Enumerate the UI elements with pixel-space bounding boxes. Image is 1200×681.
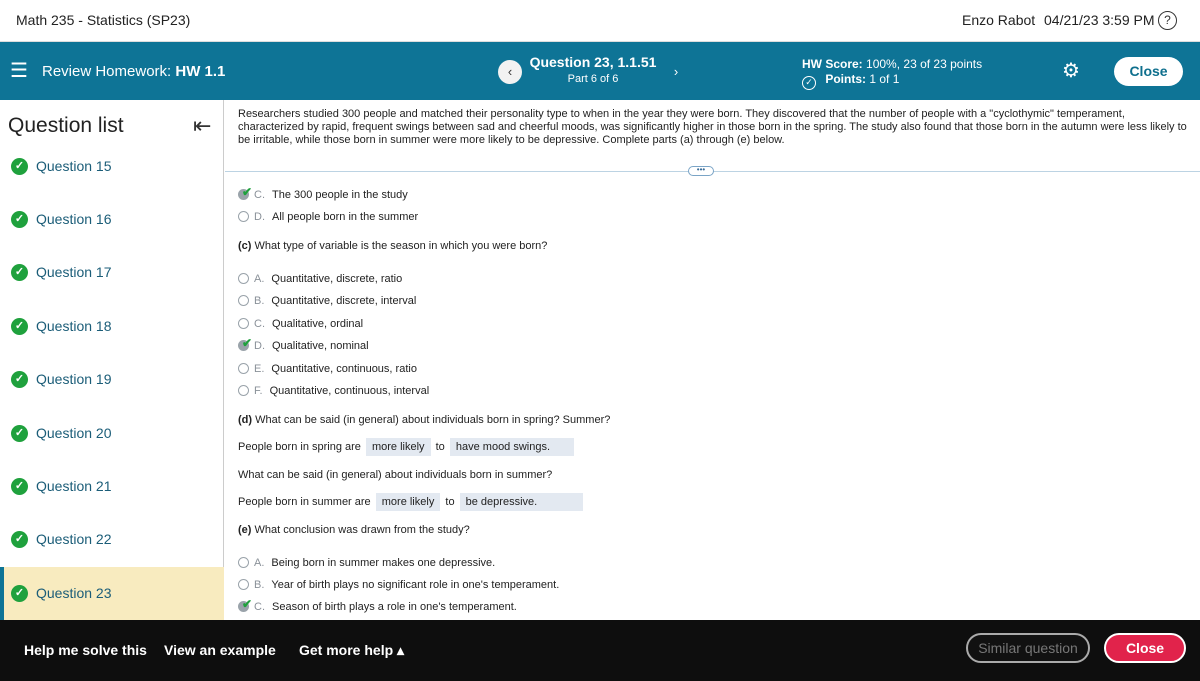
- next-question-button[interactable]: ›: [673, 64, 679, 79]
- question-item-label: Question 17: [36, 264, 112, 280]
- datetime: 04/21/23 3:59 PM: [1044, 12, 1155, 28]
- help-me-solve-button[interactable]: Help me solve this: [24, 642, 147, 658]
- previous-question-button[interactable]: ‹: [498, 60, 522, 84]
- question-item[interactable]: [0, 460, 224, 513]
- similar-question-button[interactable]: Similar question: [966, 633, 1090, 663]
- radio: [238, 318, 249, 329]
- course-title: Math 235 - Statistics (SP23): [16, 12, 191, 28]
- question-item[interactable]: [0, 353, 224, 406]
- points: [802, 72, 899, 90]
- question-item[interactable]: [0, 246, 224, 299]
- hw-score-label: HW Score:: [802, 57, 863, 71]
- close-button-bottom[interactable]: Close: [1104, 633, 1186, 663]
- correct-check-icon: ✔: [242, 336, 253, 350]
- spring-answer-sentence: People born in spring are more likely to have mood swings.: [238, 438, 576, 456]
- get-more-help-button[interactable]: Get more help ▴: [299, 642, 405, 658]
- collapse-sidebar-icon[interactable]: ⇤: [193, 113, 212, 138]
- view-example-button[interactable]: View an example: [164, 642, 276, 658]
- radio-selected: [238, 185, 253, 200]
- radio: [238, 211, 249, 222]
- checkmark-icon: ✓: [11, 211, 28, 228]
- question-header: [0, 42, 1200, 100]
- hw-score: [802, 57, 982, 71]
- checkmark-icon: ✓: [11, 264, 28, 281]
- question-item-current[interactable]: [0, 567, 224, 620]
- answer-option: B. Quantitative, discrete, interval: [238, 294, 416, 308]
- checkmark-icon: ✓: [11, 158, 28, 175]
- points-value: 1 of 1: [869, 72, 900, 86]
- summer-answer-sentence: People born in summer are more likely to be depressive.: [238, 493, 585, 511]
- answer-option-selected: ✔ C. The 300 people in the study: [238, 188, 408, 202]
- question-list-title: Question list: [8, 114, 124, 137]
- question-item-label: Question 23: [36, 585, 112, 601]
- top-bar: [0, 0, 1200, 42]
- gear-icon[interactable]: ⚙: [1062, 60, 1080, 82]
- hw-name: HW 1.1: [175, 63, 226, 80]
- expand-ellipsis-icon[interactable]: •••: [688, 166, 714, 176]
- question-title: Question 23, 1.1.51: [529, 54, 657, 70]
- checkmark-icon: ✓: [11, 371, 28, 388]
- part-e-question: (e) What conclusion was drawn from the study?: [238, 524, 470, 536]
- question-item-label: Question 20: [36, 425, 112, 441]
- correct-check-icon: ✔: [242, 185, 253, 199]
- checkmark-icon: ✓: [11, 585, 28, 602]
- part-d-question: (d) What can be said (in general) about individuals born in spring? Summer?: [238, 414, 611, 426]
- answer-option: B. Year of birth plays no significant role in one's temperament.: [238, 578, 559, 592]
- menu-icon[interactable]: ☰: [10, 60, 28, 82]
- question-item-label: Question 19: [36, 371, 112, 387]
- checkmark-icon: ✓: [11, 531, 28, 548]
- footer-bar: [0, 620, 1200, 681]
- answer-option: D. All people born in the summer: [238, 210, 418, 224]
- answer-option: A. Quantitative, discrete, ratio: [238, 272, 402, 286]
- correct-check-icon: ✔: [242, 597, 253, 611]
- question-item-label: Question 18: [36, 318, 112, 334]
- answer-option: A. Being born in summer makes one depressive.: [238, 556, 495, 570]
- help-icon[interactable]: ?: [1158, 11, 1177, 30]
- summer-question: What can be said (in general) about individuals born in summer?: [238, 469, 553, 481]
- answer-option: F. Quantitative, continuous, interval: [238, 384, 429, 398]
- answer-option: C. Qualitative, ordinal: [238, 317, 363, 331]
- radio: [238, 273, 249, 284]
- check-circle-icon: ✓: [802, 76, 816, 90]
- review-homework-title: [42, 63, 225, 80]
- answer-option-selected: ✔ C. Season of birth plays a role in one's temperament.: [238, 600, 517, 614]
- points-label: Points:: [825, 72, 867, 86]
- radio: [238, 385, 249, 396]
- spring-likelihood-answer[interactable]: more likely: [366, 438, 431, 456]
- radio: [238, 295, 249, 306]
- checkmark-icon: ✓: [11, 318, 28, 335]
- summer-likelihood-answer[interactable]: more likely: [376, 493, 441, 511]
- question-item[interactable]: [0, 407, 224, 460]
- hw-score-value: 100%, 23 of 23 points: [866, 57, 983, 71]
- user-name: Enzo Rabot: [962, 12, 1036, 28]
- question-item[interactable]: [0, 513, 224, 566]
- question-item-label: Question 15: [36, 158, 112, 174]
- radio: [238, 579, 249, 590]
- radio: [238, 557, 249, 568]
- checkmark-icon: ✓: [11, 478, 28, 495]
- question-content: [225, 100, 1200, 620]
- radio: [238, 363, 249, 374]
- question-item[interactable]: [0, 300, 224, 353]
- question-intro: Researchers studied 300 people and matched their personality type to when in the year they were born. They discovered that the number of people with a "cyclothymic" temperament, characterized by rapid, frequent swings between sad and cheerful moods, was significantly higher in those born in the spring. The study also found that those born in the autumn were less likely to be irritable, while those born in summer were more likely to be depressive. Complete parts (a) through (e) below.: [238, 108, 1187, 146]
- question-item-label: Question 22: [36, 531, 112, 547]
- summer-trait-answer[interactable]: be depressive.: [460, 493, 584, 511]
- question-list-sidebar: [0, 100, 224, 620]
- part-c-question: (c) What type of variable is the season in which you were born?: [238, 240, 548, 252]
- radio-selected: [238, 597, 253, 612]
- question-item-label: Question 21: [36, 478, 112, 494]
- spring-trait-answer[interactable]: have mood swings.: [450, 438, 574, 456]
- answer-option: E. Quantitative, continuous, ratio: [238, 362, 417, 376]
- checkmark-icon: ✓: [11, 425, 28, 442]
- review-label: Review Homework:: [42, 63, 172, 80]
- question-item-label: Question 16: [36, 211, 112, 227]
- question-part: Part 6 of 6: [567, 73, 619, 85]
- question-item[interactable]: [0, 140, 224, 193]
- answer-option-selected: ✔ D. Qualitative, nominal: [238, 339, 369, 353]
- radio-selected: [238, 336, 253, 351]
- close-button[interactable]: Close: [1114, 57, 1183, 86]
- question-item[interactable]: [0, 193, 224, 246]
